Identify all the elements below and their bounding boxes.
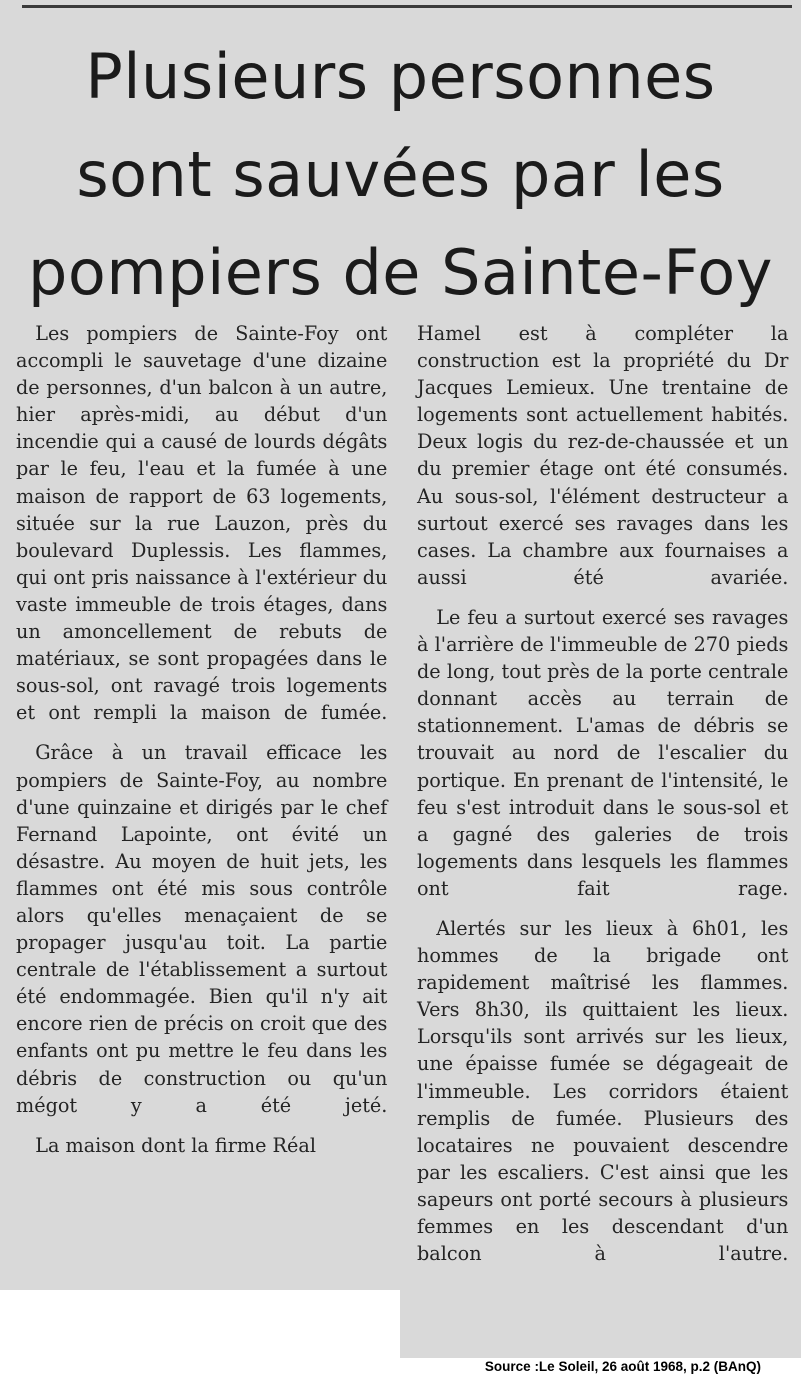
right-column bbox=[417, 320, 789, 1280]
paragraph: Les pompiers de Sainte-Foy ont accompli le sauvetage d'une dizaine de personnes, d'un balcon à un autre, hier après-midi, au début d'un incendie qui a causé de lourds dégâts par le feu, l'eau et la fumée à une maison de rapport de 63 logements, située sur la rue Lauzon, près du boulevard Duplessis. Les flammes, qui ont pris naissance à l'extérieur du vaste immeuble de trois étages, dans un amoncellement de rebuts de matériaux, se sont propagées dans le sous-sol, ont ravagé trois logements et ont rempli la maison de fumée. bbox=[16, 321, 388, 725]
top-rule bbox=[22, 5, 792, 8]
paragraph: La maison dont la firme Réal bbox=[35, 1132, 316, 1157]
headline-line: pompiers de Sainte-Foy bbox=[28, 236, 773, 309]
paragraph: Le feu a surtout exercé ses ravages à l'arrière de l'immeuble de 270 pieds de long, tout près de la porte centrale donnant accès au terrain de stationnement. L'amas de débris se trouvait au nord de l'escalier du portique. En prenant de l'intensité, le feu s'est introduit dans le sous-sol et a gagné des galeries de trois logements dans lesquels les flammes ont fait rage. bbox=[417, 604, 789, 900]
left-column bbox=[16, 320, 388, 1172]
paragraph: Hamel est à compléter la construction est la propriété du Dr Jacques Lemieux. Une trentaine de logements sont actuellement habités. Deux logis du rez-de-chaussée et un du premier étage ont été consumés. Au sous-sol, l'élément destructeur a surtout exercé ses ravages dans les cases. La chambre aux fournaises a aussi été avariée. bbox=[417, 321, 789, 589]
paragraph: Grâce à un travail efficace les pompiers de Sainte-Foy, au nombre d'une quinzaine et dirigés par le chef Fernand Lapointe, ont évité un désastre. Au moyen de huit jets, les flammes ont été mis sous contrôle alors qu'elles menaçaient de se propager jusqu'au toit. La partie centrale de l'établissement a surtout été endommagée. Bien qu'il n'y ait encore rien de précis on croit que des enfants ont pu mettre le feu dans les débris de construction ou qu'un mégot y a été jeté. bbox=[16, 740, 388, 1117]
headline-line: Plusieurs personnes bbox=[85, 40, 716, 113]
source-citation: Source :Le Soleil, 26 août 1968, p.2 (BAnQ) bbox=[484, 1359, 761, 1374]
headline bbox=[0, 28, 801, 322]
headline-line: sont sauvées par les bbox=[76, 138, 725, 211]
newspaper-clipping-extension bbox=[400, 1290, 801, 1358]
paragraph: Alertés sur les lieux à 6h01, les hommes de la brigade ont rapidement maîtrisé les flammes. Vers 8h30, ils quittaient les lieux. Lorsqu'ils sont arrivés sur les lieux, une épaisse fumée se dégageait de l'immeuble. Les corridors étaient remplis de fumée. Plusieurs des locataires ne pouvaient descendre par les escaliers. C'est ainsi que les sapeurs ont porté secours à plusieurs femmes en les descendant d'un balcon à l'autre. bbox=[417, 915, 789, 1266]
